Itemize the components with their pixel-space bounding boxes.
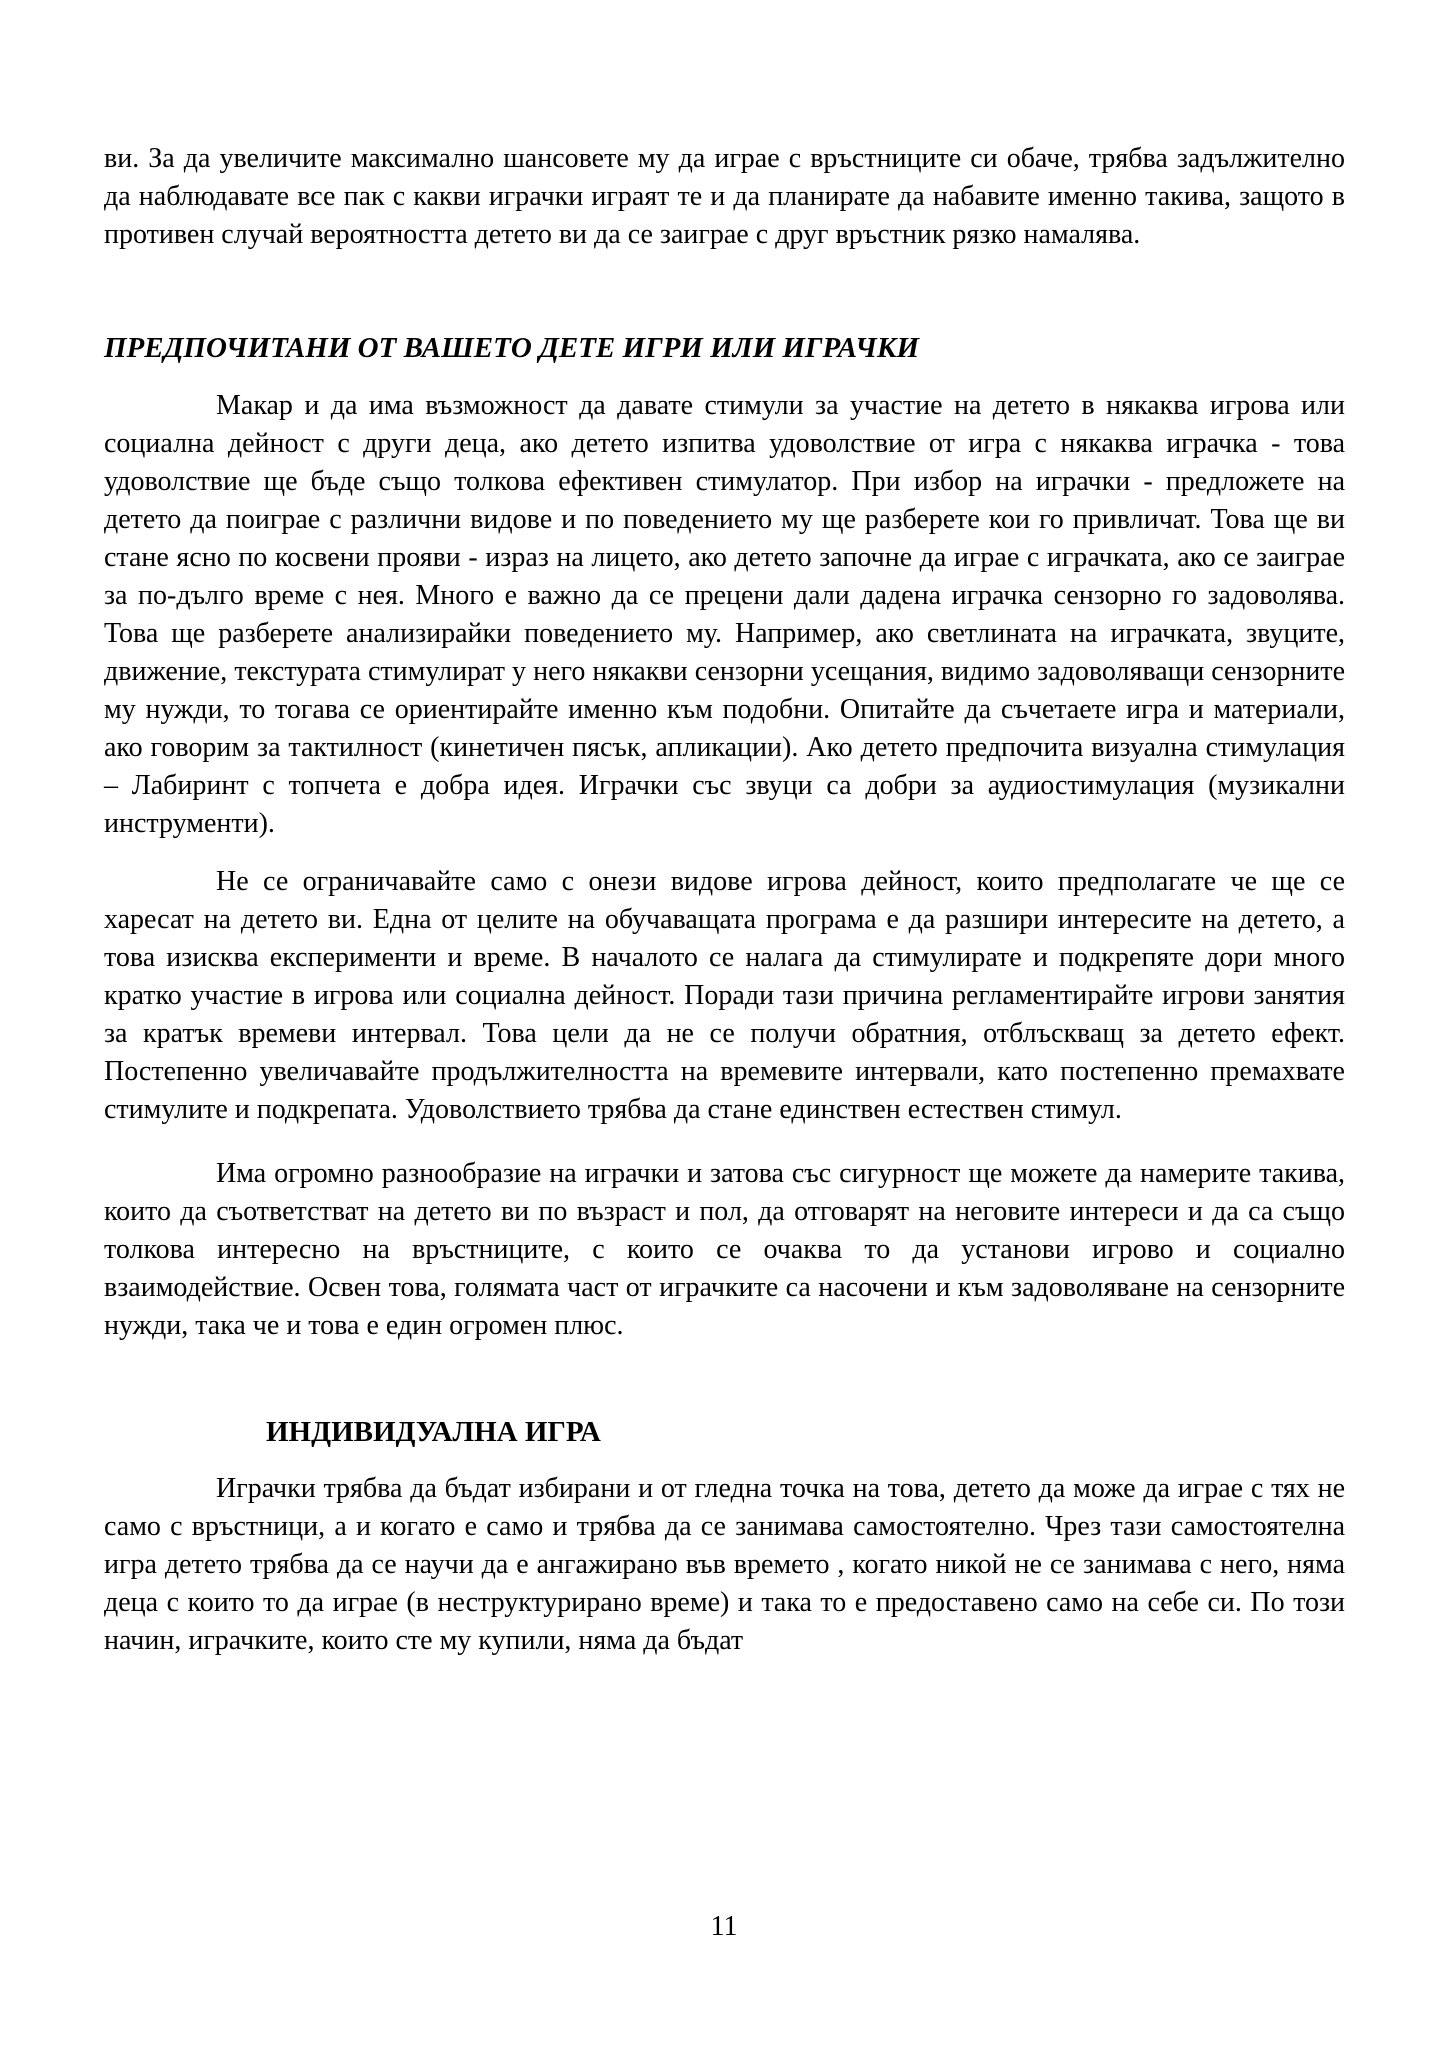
section-heading-preferred-games: ПРЕДПОЧИТАНИ ОТ ВАШЕТО ДЕТЕ ИГРИ ИЛИ ИГРАЧКИ: [104, 332, 920, 364]
subsection-heading-individual-play: ИНДИВИДУАЛНА ИГРА: [266, 1416, 601, 1448]
paragraph-continuation: ви. За да увеличите максимално шансовете му да играе с връстниците си обаче, трябва задължително да наблюдавате все пак с какви играчки играят те и да планирате да набавите именно такива, защото в противен случай вероятността детето ви да се заиграе с друг връстник рязко намалява.: [104, 143, 1345, 250]
paragraph-individual: Играчки трябва да бъдат избирани и от гледна точка на това, детето да може да играе с тях не само с връстници, а и когато е само и трябва да се занимава самостоятелно. Чрез тази самостоятелна игра детето трябва да се научи да е ангажирано във времето , когато никой не се занимава с него, няма деца с които то да играе (в неструктурирано време) и така то е предоставено само на себе си. По този начин, играчките, които сте му купили, няма да бъдат: [104, 1473, 1345, 1656]
page-number: 11: [710, 1911, 738, 1942]
paragraph-variety: Има огромно разнообразие на играчки и затова със сигурност ще можете да намерите такива, които да съответстват на детето ви по възраст и пол, да отговарят на неговите интереси и да са също толкова интересно на връстниците, с които се очаква то да установи игрово и социално взаимодействие. Освен това, голямата част от играчките са насочени и към задоволяване на сензорните нужди, така че и това е един огромен плюс.: [104, 1158, 1345, 1341]
paragraph-not-limit: Не се ограничавайте само с онези видове игрова дейност, които предполагате че ще се харесат на детето ви. Една от целите на обучаващата програма е да разшири интересите на детето, а това изисква експерименти и време. В началото се налага да стимулирате и подкрепяте дори много кратко участие в игрова или социална дейност. Поради тази причина регламентирайте игрови занятия за кратък времеви интервал. Това цели да не се получи обратния, отблъскващ за детето ефект. Постепенно увеличавайте продължителността на времевите интервали, като постепенно премахвате стимулите и подкрепата. Удоволствието трябва да стане единствен естествен стимул.: [104, 866, 1345, 1125]
paragraph-stimuli: Макар и да има възможност да давате стимули за участие на детето в някаква игрова или социална дейност с други деца, ако детето изпитва удоволствие от игра с някаква играчка - това удоволствие ще бъде също толкова ефективен стимулатор. При избор на играчки - предложете на детето да поиграе с различни видове и по поведението му ще разберете кои го привличат. Това ще ви стане ясно по косвени прояви - израз на лицето, ако детето започне да играе с играчката, ако се заиграе за по-дълго време с нея. Много е важно да се прецени дали дадена играчка сензорно го задоволява. Това ще разберете анализирайки поведението му. Например, ако светлината на играчката, звуците, движение, текстурата стимулират у него някакви сензорни усещания, видимо задоволяващи сензорните му нужди, то тогава се ориентирайте именно към подобни. Опитайте да съчетаете игра и материали, ако говорим за тактилност (кинетичен пясък, апликации). Ако детето предпочита визуална стимулация – Лабиринт с топчета е добра идея. Играчки със звуци са добри за аудиостимулация (музикални инструменти).: [104, 390, 1345, 839]
